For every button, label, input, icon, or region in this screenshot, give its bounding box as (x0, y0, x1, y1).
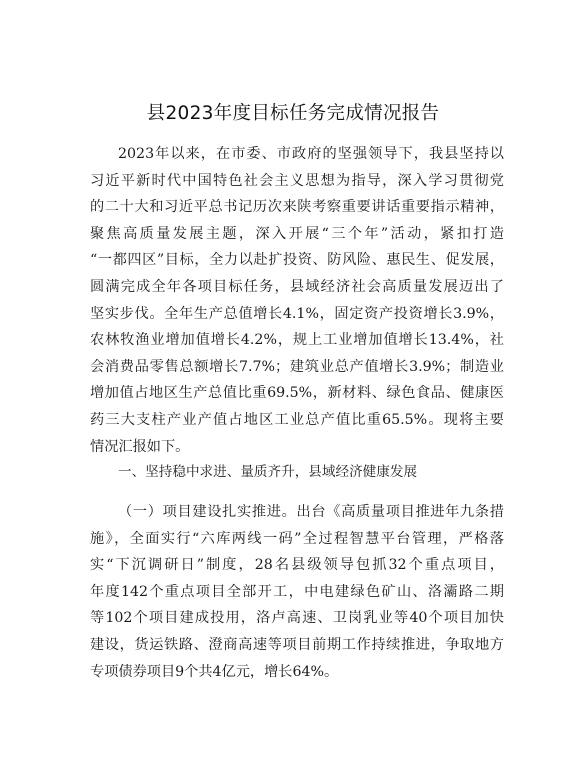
paragraph-line: 施》，全面实行“六库两线一码”全过程智慧平台管理，严格落 (90, 530, 504, 547)
paragraph-line: “一都四区”目标，全力以赴扩投资、防风险、惠民生、促发展， (90, 252, 504, 269)
section-heading: 一、坚持稳中求进、量质齐升，县域经济健康发展 (118, 464, 418, 480)
paragraph-line: 聚焦高质量发展主题，深入开展“三个年”活动，紧扣打造 (90, 225, 504, 242)
paragraph-line: （一）项目建设扎实推进。出台《高质量项目推进年九条措 (118, 504, 504, 520)
paragraph-line: 的二十大和习近平总书记历次来陕考察重要讲话重要指示精神， (90, 199, 504, 216)
paragraph-line: 年度142个重点项目全部开工，中电建绿色矿山、洛灞路二期 (90, 583, 504, 600)
intro-paragraph (90, 141, 504, 460)
paragraph-line: 等102个项目建成投用，洛卢高速、卫岗乳业等40个项目加快 (90, 610, 504, 627)
section-heading-block (90, 459, 504, 486)
paragraph-line: 2023年以来，在市委、市政府的坚强领导下，我县坚持以 (118, 146, 504, 162)
paragraph-line: 药三大支柱产业产值占地区工业总产值比重65.5%。现将主要 (90, 411, 504, 428)
paragraph-line: 增加值占地区生产总值比重69.5%，新材料、绿色食品、健康医 (90, 385, 504, 402)
paragraph-line: 专项债券项目9个共4亿元，增长64%。 (90, 663, 339, 680)
paragraph-line: 情况汇报如下。 (90, 438, 190, 455)
paragraph-line: 坚实步伐。全年生产总值增长4.1%，固定资产投资增长3.9%， (90, 305, 504, 322)
paragraph-line: 农林牧渔业增加值增长4.2%，规上工业增加值增长13.4%，社 (90, 332, 504, 349)
paragraph-line: 建设，货运铁路、澄商高速等项目前期工作持续推进，争取地方 (90, 636, 504, 653)
paragraph-line: 会消费品零售总额增长7.7%；建筑业总产值增长3.9%；制造业 (90, 358, 504, 375)
paragraph-line: 习近平新时代中国特色社会主义思想为指导，深入学习贯彻党 (90, 172, 504, 189)
paragraph-line: 实“下沉调研日”制度，28名县级领导包抓32个重点项目， (90, 557, 504, 574)
document-title: 县2023年度目标任务完成情况报告 (146, 103, 440, 124)
paragraph-line: 圆满完成全年各项目标任务，县域经济社会高质量发展迈出了 (90, 278, 504, 295)
section-paragraph (90, 499, 504, 685)
